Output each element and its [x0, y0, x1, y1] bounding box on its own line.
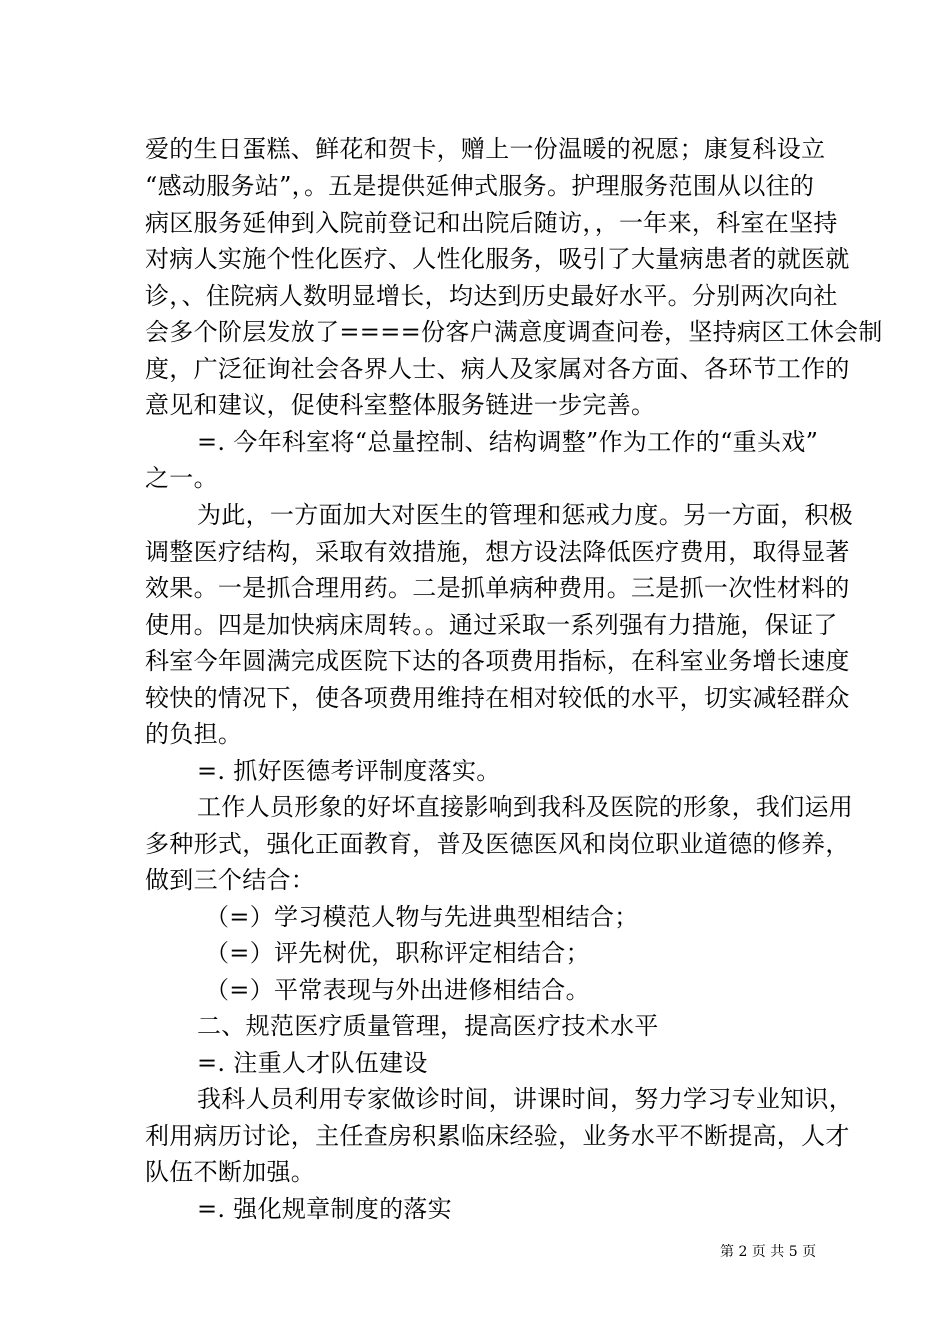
text-line: 做到三个结合： — [145, 866, 316, 894]
text-line: 意见和建议，促使科室整体服务链进一步完善。 — [145, 391, 656, 419]
list-item: （=）学习模范人物与先进典型相结合； — [205, 903, 639, 931]
text-line: 的负担。 — [145, 720, 243, 748]
list-item: （=）评先树优，职称评定相结合； — [205, 939, 590, 967]
section-heading: 二、规范医疗质量管理，提高医疗技术水平 — [197, 1012, 659, 1040]
text-line: 度，广泛征询社会各界人士、病人及家属对各方面、各环节工作的 — [145, 355, 850, 383]
text-line: 利用病历讨论，主任查房积累临床经验，业务水平不断提高，人才 — [145, 1122, 850, 1150]
list-item: （=）平常表现与外出进修相结合。 — [205, 976, 590, 1004]
text-line: 爱的生日蛋糕、鲜花和贺卡，赠上一份温暖的祝愿；康复科设立 — [145, 135, 826, 163]
text-line: 效果。一是抓合理用药。二是抓单病种费用。三是抓一次性材料的 — [145, 574, 850, 602]
text-line: “感动服务站”，。五是提供延伸式服务。护理服务范围从以往的 — [145, 172, 815, 200]
text-line: 队伍不断加强。 — [145, 1158, 316, 1186]
text-line: 调整医疗结构，采取有效措施，想方设法降低医疗费用，取得显著 — [145, 538, 850, 566]
subsection-heading: =. 强化规章制度的落实 — [197, 1195, 452, 1223]
section-heading: =. 抓好医德考评制度落实。 — [197, 757, 501, 785]
text-line: 较快的情况下，使各项费用维持在相对较低的水平，切实减轻群众 — [145, 684, 850, 712]
subsection-heading: =. 注重人才队伍建设 — [197, 1049, 428, 1077]
text-line: 诊，、住院病人数明显增长，均达到历史最好水平。分别两次向社 — [145, 282, 838, 310]
paragraph-start: 我科人员利用专家做诊时间，讲课时间，努力学习专业知识， — [197, 1085, 854, 1113]
text-line: 会多个阶层发放了====份客户满意度调查问卷，坚持病区工休会制 — [145, 318, 883, 346]
text-line: 多种形式，强化正面教育，普及医德医风和岗位职业道德的修养， — [145, 830, 850, 858]
text-line: 病区服务延伸到入院前登记和出院后随访，，一年来，科室在坚持 — [145, 209, 838, 237]
paragraph-start: 工作人员形象的好坏直接影响到我科及医院的形象，我们运用 — [197, 793, 854, 821]
text-line: 对病人实施个性化医疗、人性化服务，吸引了大量病患者的就医就 — [145, 245, 850, 273]
text-line: 使用。四是加快病床周转。。通过采取一系列强有力措施，保证了 — [145, 611, 838, 639]
text-line: 科室今年圆满完成医院下达的各项费用指标，在科室业务增长速度 — [145, 647, 850, 675]
page-indicator: 第 2 页 共 5 页 — [720, 1244, 817, 1260]
paragraph-start: 为此，一方面加大对医生的管理和惩戒力度。另一方面，积极 — [197, 501, 854, 529]
text-line: 之一。 — [145, 464, 218, 492]
section-heading: =. 今年科室将“总量控制、结构调整”作为工作的“重头戏” — [197, 428, 819, 456]
